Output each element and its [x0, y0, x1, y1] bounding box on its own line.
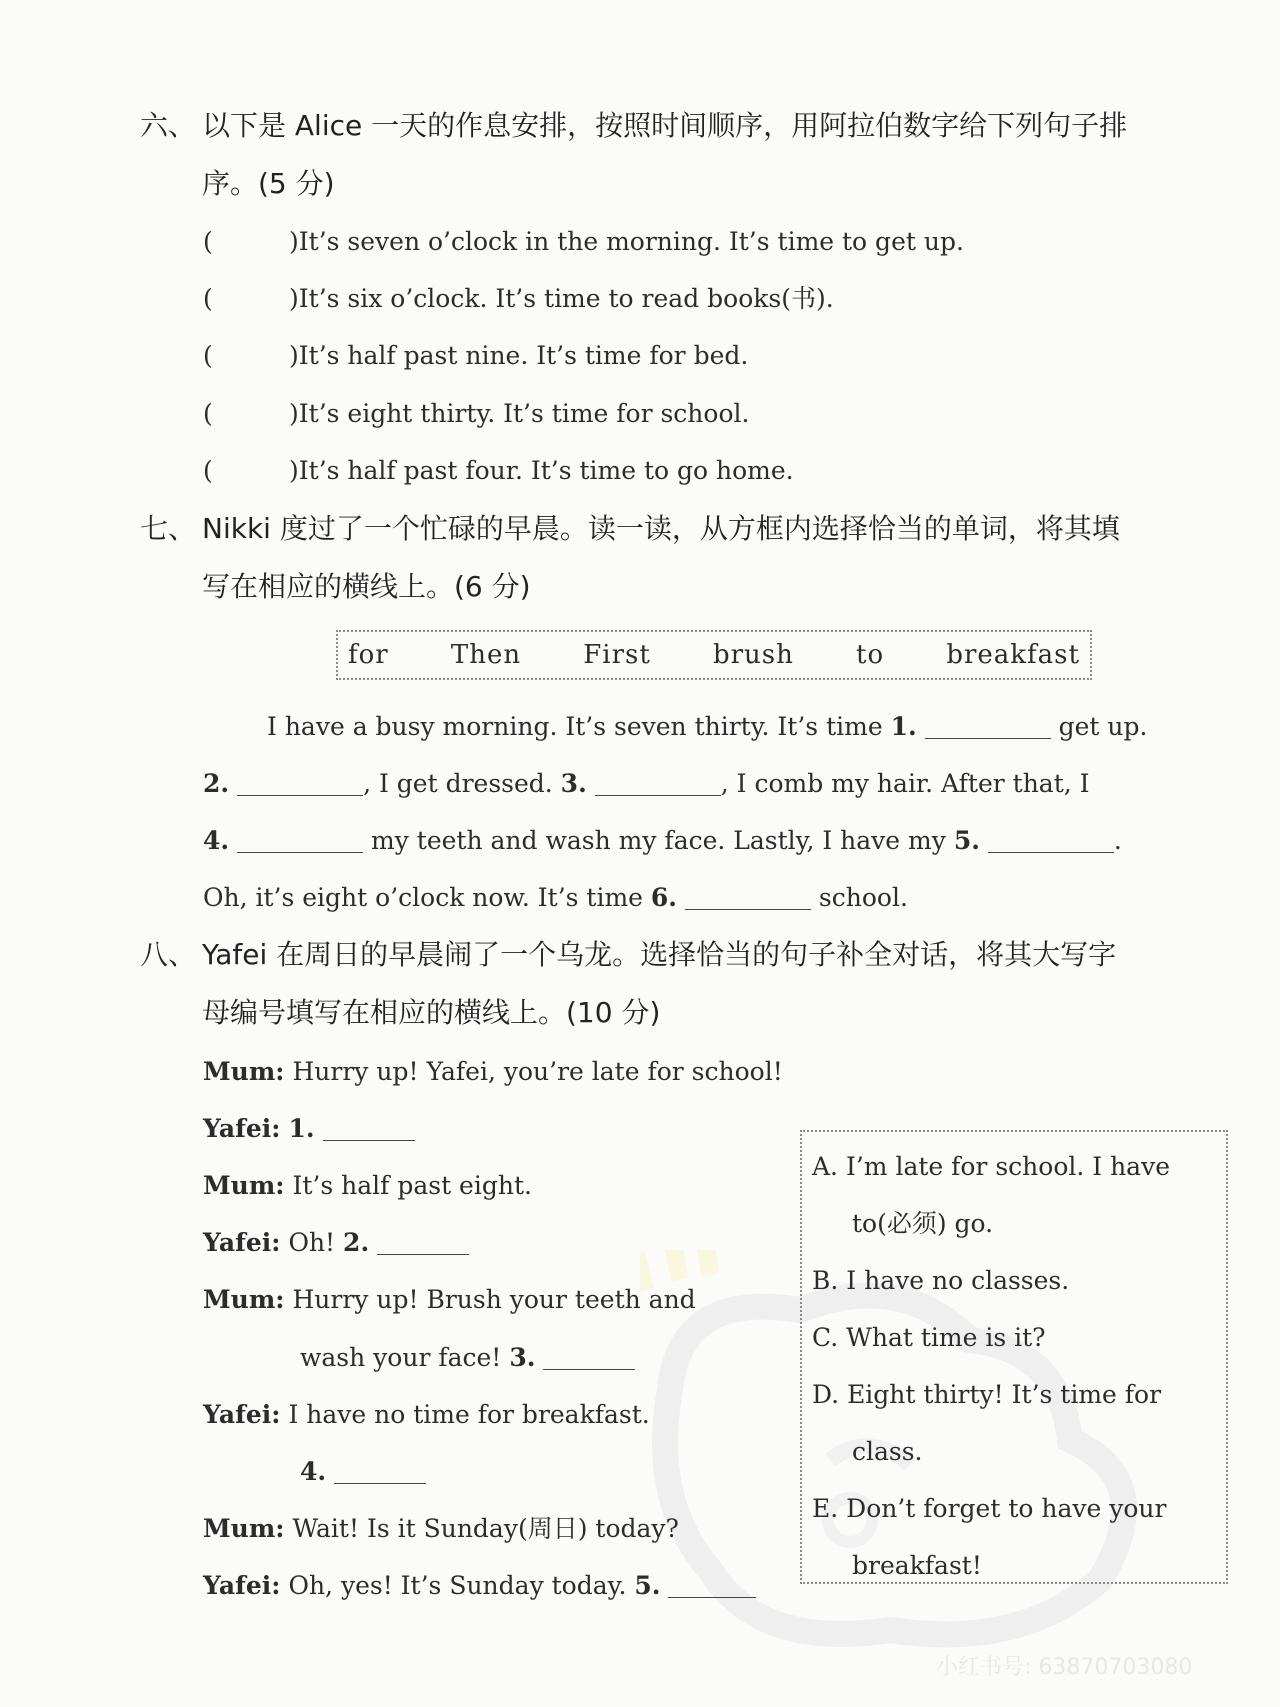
word-bank-item: to [856, 640, 885, 670]
options-box [800, 1130, 1228, 1584]
q8-title-line1: Yafei 在周日的早晨闹了一个乌龙。选择恰当的句子补全对话，将其大写字 [202, 938, 1117, 971]
blank-number: 4. [300, 1457, 327, 1486]
blank-number: 5. [634, 1571, 661, 1600]
dialogue-line: Yafei: I have no time for breakfast. [203, 1400, 650, 1429]
speaker-mum: Mum: [203, 1057, 285, 1086]
speaker-yafei: Yafei: [203, 1114, 281, 1143]
blank-number: 2. [343, 1228, 370, 1257]
fill-blank[interactable] [237, 765, 363, 796]
blank-number: 1. [890, 712, 917, 741]
fill-blank[interactable] [595, 765, 721, 796]
q6-item-text: It’s six o’clock. It’s time to read books(书). [298, 284, 834, 313]
blank-number: 6. [650, 883, 678, 912]
blank-number: 3. [509, 1343, 536, 1372]
dialogue-line: wash your face! 3. [300, 1336, 635, 1380]
word-bank-box [336, 630, 1092, 680]
q7-title [140, 500, 1230, 616]
speaker-mum: Mum: [203, 1514, 285, 1543]
q6-title-line1: 以下是 Alice 一天的作息安排，按照时间顺序，用阿拉伯数字给下列句子排 [202, 109, 1128, 142]
fill-blank[interactable] [323, 1110, 415, 1141]
dialogue-line [300, 1450, 426, 1494]
word-bank-item: First [583, 640, 651, 670]
answer-paren[interactable]: ( [203, 456, 213, 485]
option-d: D. Eight thirty! It’s time for class. [812, 1380, 1162, 1466]
q8-title-line2: 母编号填写在相应的横线上。(10 分) [202, 996, 661, 1029]
q8-title [140, 926, 1230, 1042]
q8-number: 八、 [140, 938, 197, 971]
word-bank-item: brush [712, 640, 794, 670]
q6-item: ( )It’s half past four. It’s time to go home. [203, 451, 794, 491]
word-bank-item: for [348, 640, 389, 670]
blank-number: 3. [560, 769, 587, 798]
fill-blank[interactable] [685, 879, 811, 910]
passage-line: 2. , I get dressed. 3. , I comb my hair. After that, I [203, 762, 1228, 806]
q6-item-text: It’s half past nine. It’s time for bed. [298, 341, 749, 370]
answer-paren[interactable]: ( [203, 284, 213, 313]
fill-blank[interactable] [668, 1567, 756, 1598]
dialogue-line: Mum: Hurry up! Yafei, you’re late for school! [203, 1057, 783, 1086]
dialogue-line [203, 1107, 415, 1151]
dialogue-line: Mum: It’s half past eight. [203, 1171, 532, 1200]
answer-paren[interactable]: ( [203, 227, 213, 256]
speaker-yafei: Yafei: [203, 1571, 281, 1600]
option-a: A. I’m late for school. I have to(必须) go. [812, 1152, 1171, 1238]
fill-blank[interactable] [988, 822, 1114, 853]
dialogue-line: Mum: Hurry up! Brush your teeth and [203, 1285, 696, 1314]
speaker-yafei: Yafei: [203, 1228, 281, 1257]
q7-title-line1: Nikki 度过了一个忙碌的早晨。读一读，从方框内选择恰当的单词，将其填 [202, 512, 1120, 545]
speaker-mum: Mum: [203, 1171, 285, 1200]
q6-title [140, 97, 1230, 213]
q7-number: 七、 [140, 512, 197, 545]
word-bank-item: breakfast [946, 640, 1080, 670]
speaker-yafei: Yafei: [203, 1400, 281, 1429]
speaker-mum: Mum: [203, 1285, 285, 1314]
passage-line: Oh, it’s eight o’clock now. It’s time 6. school. [203, 876, 1228, 920]
dialogue-line: Yafei: Oh, yes! It’s Sunday today. 5. [203, 1564, 756, 1608]
q6-item: ( )It’s half past nine. It’s time for bed. [203, 336, 748, 376]
q6-item-text: It’s seven o’clock in the morning. It’s time to get up. [298, 227, 964, 256]
q7-title-line2: 写在相应的横线上。(6 分) [202, 570, 531, 603]
option-b: B. I have no classes. [812, 1266, 1070, 1295]
passage-line: 4. my teeth and wash my face. Lastly, I have my 5. . [203, 819, 1228, 863]
q6-item: ( )It’s six o’clock. It’s time to read books(书). [203, 279, 834, 319]
dialogue-line: Yafei: Oh! 2. [203, 1221, 469, 1265]
passage-line: I have a busy morning. It’s seven thirty. It’s time 1. get up. [203, 705, 1228, 749]
answer-paren[interactable]: ( [203, 341, 213, 370]
q6-item: ( )It’s seven o’clock in the morning. It’s time to get up. [203, 222, 964, 262]
blank-number: 4. [203, 826, 230, 855]
blank-number: 2. [203, 769, 230, 798]
word-bank-item: Then [450, 640, 522, 670]
fill-blank[interactable] [925, 708, 1051, 739]
fill-blank[interactable] [543, 1339, 635, 1370]
blank-number: 5. [953, 826, 980, 855]
dialogue-line: Mum: Wait! Is it Sunday(周日) today? [203, 1514, 679, 1543]
fill-blank[interactable] [237, 822, 363, 853]
fill-blank[interactable] [377, 1224, 469, 1255]
q6-number: 六、 [140, 109, 197, 142]
option-e: E. Don’t forget to have your breakfast! [812, 1494, 1167, 1580]
q6-title-line2: 序。(5 分) [202, 167, 335, 200]
watermark-text: 小红书号: 63870703080 [936, 1655, 1193, 1680]
q6-item: ( )It’s eight thirty. It’s time for school. [203, 394, 749, 434]
answer-paren[interactable]: ( [203, 399, 213, 428]
option-c: C. What time is it? [812, 1323, 1046, 1352]
q6-item-text: It’s half past four. It’s time to go home. [298, 456, 794, 485]
blank-number: 1. [288, 1114, 315, 1143]
q6-item-text: It’s eight thirty. It’s time for school. [298, 399, 750, 428]
fill-blank[interactable] [334, 1453, 426, 1484]
